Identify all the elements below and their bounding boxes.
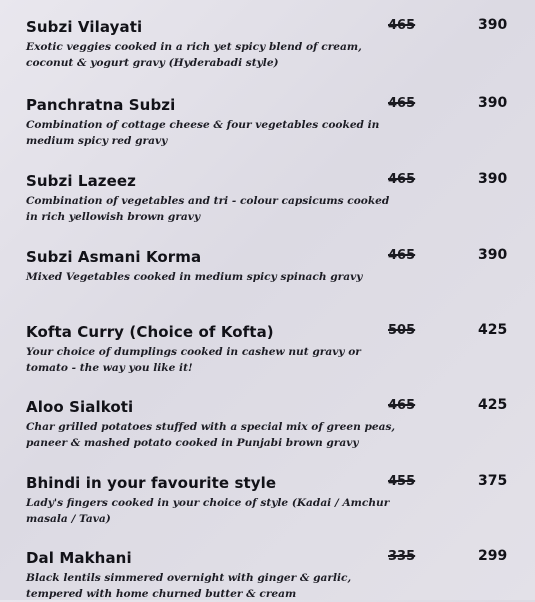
item-name: Panchratna Subzi bbox=[26, 96, 176, 114]
item-description: Mixed Vegetables cooked in medium spicy spinach gravy bbox=[26, 271, 363, 283]
item-name: Subzi Lazeez bbox=[26, 172, 137, 190]
item-name: Subzi Asmani Korma bbox=[26, 248, 202, 266]
current-price: 390 bbox=[478, 95, 508, 111]
item-name: Kofta Curry (Choice of Kofta) bbox=[26, 323, 274, 341]
original-price: 465 bbox=[388, 172, 416, 187]
item-name: Subzi Vilayati bbox=[26, 18, 143, 36]
original-price: 465 bbox=[388, 18, 416, 33]
current-price: 390 bbox=[478, 247, 508, 263]
original-price: 505 bbox=[388, 323, 416, 338]
original-price: 465 bbox=[388, 248, 416, 263]
item-description: Your choice of dumplings cooked in cashew nut gravy or tomato - the way you like it! bbox=[26, 346, 361, 374]
item-description: Combination of cottage cheese & four vegetables cooked in medium spicy red gravy bbox=[26, 119, 380, 147]
current-price: 390 bbox=[478, 171, 508, 187]
current-price: 390 bbox=[478, 17, 508, 33]
current-price: 425 bbox=[478, 397, 508, 413]
item-description: Combination of vegetables and tri - colour capsicums cooked in rich yellowish brown gravy bbox=[26, 195, 390, 223]
original-price: 455 bbox=[388, 474, 416, 489]
current-price: 375 bbox=[478, 473, 508, 489]
item-description: Black lentils simmered overnight with ginger & garlic, tempered with home churned butter & cream bbox=[26, 572, 352, 600]
item-description: Exotic veggies cooked in a rich yet spicy blend of cream, coconut & yogurt gravy (Hyderabadi style) bbox=[26, 41, 362, 69]
item-name: Aloo Sialkoti bbox=[26, 398, 134, 416]
item-description: Char grilled potatoes stuffed with a special mix of green peas, paneer & mashed potato cooked in Punjabi brown gravy bbox=[26, 421, 396, 449]
current-price: 299 bbox=[478, 548, 508, 564]
item-name: Dal Makhani bbox=[26, 549, 132, 567]
current-price: 425 bbox=[478, 322, 508, 338]
original-price: 465 bbox=[388, 398, 416, 413]
original-price: 465 bbox=[388, 96, 416, 111]
item-description: Lady's fingers cooked in your choice of style (Kadai / Amchur masala / Tava) bbox=[26, 497, 390, 525]
item-name: Bhindi in your favourite style bbox=[26, 474, 277, 492]
original-price: 335 bbox=[388, 549, 416, 564]
